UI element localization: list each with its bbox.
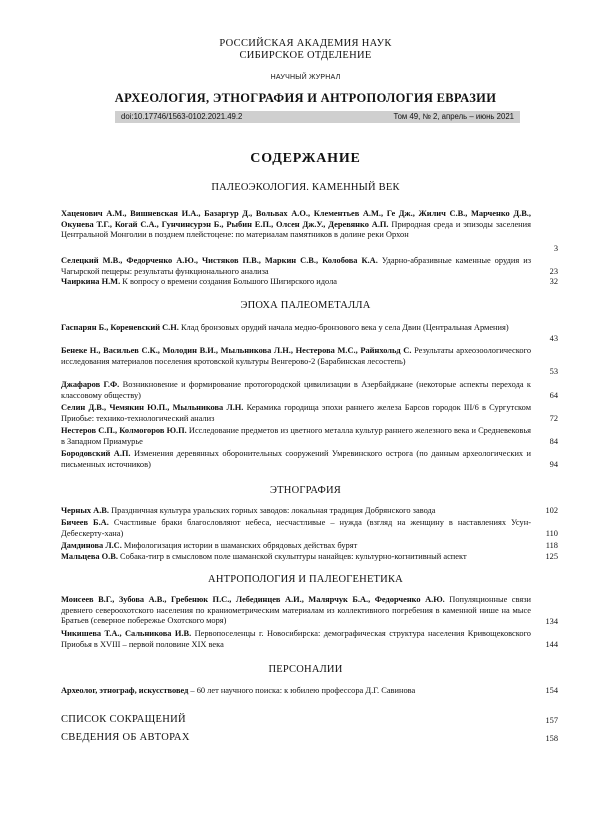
toc-entry[interactable] — [61, 209, 531, 241]
entry-page: 134 — [545, 617, 558, 626]
section-heading: ЭПОХА ПАЛЕОМЕТАЛЛА — [240, 300, 371, 311]
entry-title: Природная среда и эпизоды заселения Центральной Монголии в позднем плейстоцене: по материалам памятников в долине реки Орхон — [61, 219, 532, 239]
entry-title: Результаты археозоологического исследования материалов поселения кротовской культуры Венгерово-2 (Барабинская лесостепь) — [61, 346, 532, 366]
toc-entry[interactable] — [61, 346, 531, 367]
entry-authors: Мальцева О.В. — [61, 552, 118, 561]
entry-page: 110 — [545, 529, 558, 538]
toc-entry[interactable] — [61, 426, 531, 447]
entry-page: 23 — [549, 267, 558, 276]
journal-title: АРХЕОЛОГИЯ, ЭТНОГРАФИЯ И АНТРОПОЛОГИЯ ЕВРАЗИИ — [114, 91, 497, 105]
entry-authors: Чаиркина Н.М. — [61, 277, 121, 286]
entry-page: 94 — [549, 460, 558, 469]
volume-issue: Том 49, № 2, апрель – июнь 2021 — [393, 112, 514, 121]
entry-authors: Бородовский А.П. — [61, 449, 131, 458]
entry-authors: Селин Д.В., Чемякин Ю.П., Мыльникова Л.Н. — [61, 403, 244, 412]
authors-info-link[interactable]: СВЕДЕНИЯ ОБ АВТОРАХ — [61, 732, 190, 743]
entry-authors: Черных А.В. — [61, 506, 109, 515]
abbreviations-link[interactable]: СПИСОК СОКРАЩЕНИЙ — [61, 714, 186, 725]
journal-type: НАУЧНЫЙ ЖУРНАЛ — [270, 74, 341, 81]
entry-title: – 60 лет научного поиска: к юбилею профессора Д.Г. Савинова — [190, 686, 416, 695]
entry-authors: Археолог, этнограф, искусствовед — [61, 686, 189, 695]
entry-page: 84 — [549, 437, 558, 446]
authors-info-page: 158 — [545, 734, 558, 743]
entry-title: Ударно-абразивные каменные орудия из Чагырской пещеры: результаты функционального анализа — [61, 256, 532, 276]
entry-title: Популяционные связи древнего североохотского населения по краниометрическим материалам из коллективного погребения в каменной нише на мысе Братьев (северное побережье Охотского моря) — [61, 595, 531, 625]
entry-authors: Хаценович А.М., Вишневская И.А., Базаргур Д., Вольвах А.О., Клементьев А.М., Ге Дж., Жилич С.В., Марченко Д.В., Окунева Т.Г., Когай С.А., Гунчинсурэн Б., Рыбин Е.П., Олсен Дж.У., Деревянко А.П. — [61, 209, 531, 229]
section-heading: ПАЛЕОЭКОЛОГИЯ. КАМЕННЫЙ ВЕК — [211, 182, 400, 193]
entry-title: Счастливые браки благословляют небеса, несчастливые – нужда (взгляд на женщину в наставлениях Усун-Дебескерту-хана) — [61, 518, 531, 538]
toc-entry[interactable] — [61, 686, 531, 697]
entry-page: 154 — [545, 686, 558, 695]
publisher-line-2: СИБИРСКОЕ ОТДЕЛЕНИЕ — [239, 50, 372, 61]
entry-authors: Бичеев Б.А. — [61, 518, 109, 527]
entry-page: 64 — [549, 391, 558, 400]
section-heading: АНТРОПОЛОГИЯ И ПАЛЕОГЕНЕТИКА — [208, 574, 403, 585]
toc-entry[interactable] — [61, 403, 531, 424]
toc-entry[interactable] — [61, 256, 531, 277]
entry-authors: Селецкий М.В., Федорченко А.Ю., Чистяков П.В., Маркин С.В., Колобова К.А. — [61, 256, 378, 265]
entry-page: 32 — [549, 277, 558, 286]
toc-entry[interactable] — [61, 518, 531, 539]
toc-entry[interactable] — [61, 323, 531, 334]
entry-page: 3 — [553, 244, 558, 253]
section-heading: ЭТНОГРАФИЯ — [270, 485, 341, 496]
entry-authors: Бенеке Н., Васильев С.К., Молодин В.И., Мыльникова Л.Н., Нестерова М.С., Райнхольд С. — [61, 346, 412, 355]
entry-title: Изменения деревянных оборонительных сооружений Умревинского острога (по данным археологических и письменных источников) — [61, 449, 531, 469]
publisher-line-1: РОССИЙСКАЯ АКАДЕМИЯ НАУК — [219, 38, 392, 49]
section-heading: ПЕРСОНАЛИИ — [268, 664, 343, 675]
entry-authors: Дамдинова Л.С. — [61, 541, 122, 550]
entry-page: 43 — [549, 334, 558, 343]
entry-page: 125 — [545, 552, 558, 561]
entry-authors: Джафаров Г.Ф. — [61, 380, 120, 389]
toc-entry[interactable] — [61, 277, 531, 288]
entry-title: Первопоселенцы г. Новосибирска: демографическая структура населения Кривощековского Приобья в XVIII – первой половине XIX века — [61, 629, 531, 649]
entry-title: Мифологизация истории в шаманских обрядовых действах бурят — [123, 541, 358, 550]
toc-entry[interactable] — [61, 552, 531, 563]
entry-title: Праздничная культура уральских горных заводов: локальная традиция Добрянского завода — [111, 506, 436, 515]
toc-entry[interactable] — [61, 595, 531, 627]
entry-title: Исследование предметов из цветного металла культур раннего железного века и Средневековья в Западном Приамурье — [61, 426, 532, 446]
entry-page: 72 — [549, 414, 558, 423]
entry-page: 102 — [545, 506, 558, 515]
entry-title: Возникновение и формирование протогородской цивилизации в Азербайджане (некоторые аспекты перехода к классовому обществу) — [61, 380, 531, 400]
entry-title: Клад бронзовых орудий начала медно-бронзового века у села Двин (Центральная Армения) — [180, 323, 509, 332]
entry-page: 53 — [549, 367, 558, 376]
entry-authors: Моисеев В.Г., Зубова А.В., Гребенюк П.С., Лебединцев А.И., Малярчук Б.А., Федорченко А.Ю. — [61, 595, 445, 604]
entry-authors: Гаспарян Б., Кореневский С.Н. — [61, 323, 179, 332]
entry-title: Собака-тигр в смысловом поле шаманской скульптуры нанайцев: культурно-когнитивный аспект — [120, 552, 467, 561]
entry-authors: Чикишева Т.А., Сальникова И.В. — [61, 629, 192, 638]
journal-info-bar — [115, 111, 520, 123]
toc-entry[interactable] — [61, 380, 531, 401]
entry-title: К вопросу о времени создания Большого Шигирского идола — [122, 277, 337, 286]
entry-title: Керамика городища эпохи раннего железа Барсов городок III/6 в Сургутском Приобье: технико-технологический анализ — [61, 403, 532, 423]
entry-page: 118 — [545, 541, 558, 550]
toc-entry[interactable] — [61, 506, 531, 517]
toc-entry[interactable] — [61, 449, 531, 470]
toc-entry[interactable] — [61, 541, 531, 552]
entry-page: 144 — [545, 640, 558, 649]
doi-link[interactable]: doi:10.17746/1563-0102.2021.49.2 — [121, 112, 243, 121]
abbreviations-page: 157 — [545, 716, 558, 725]
contents-title: СОДЕРЖАНИЕ — [250, 151, 361, 166]
toc-entry[interactable] — [61, 629, 531, 650]
entry-authors: Нестеров С.П., Колмогоров Ю.П. — [61, 426, 187, 435]
